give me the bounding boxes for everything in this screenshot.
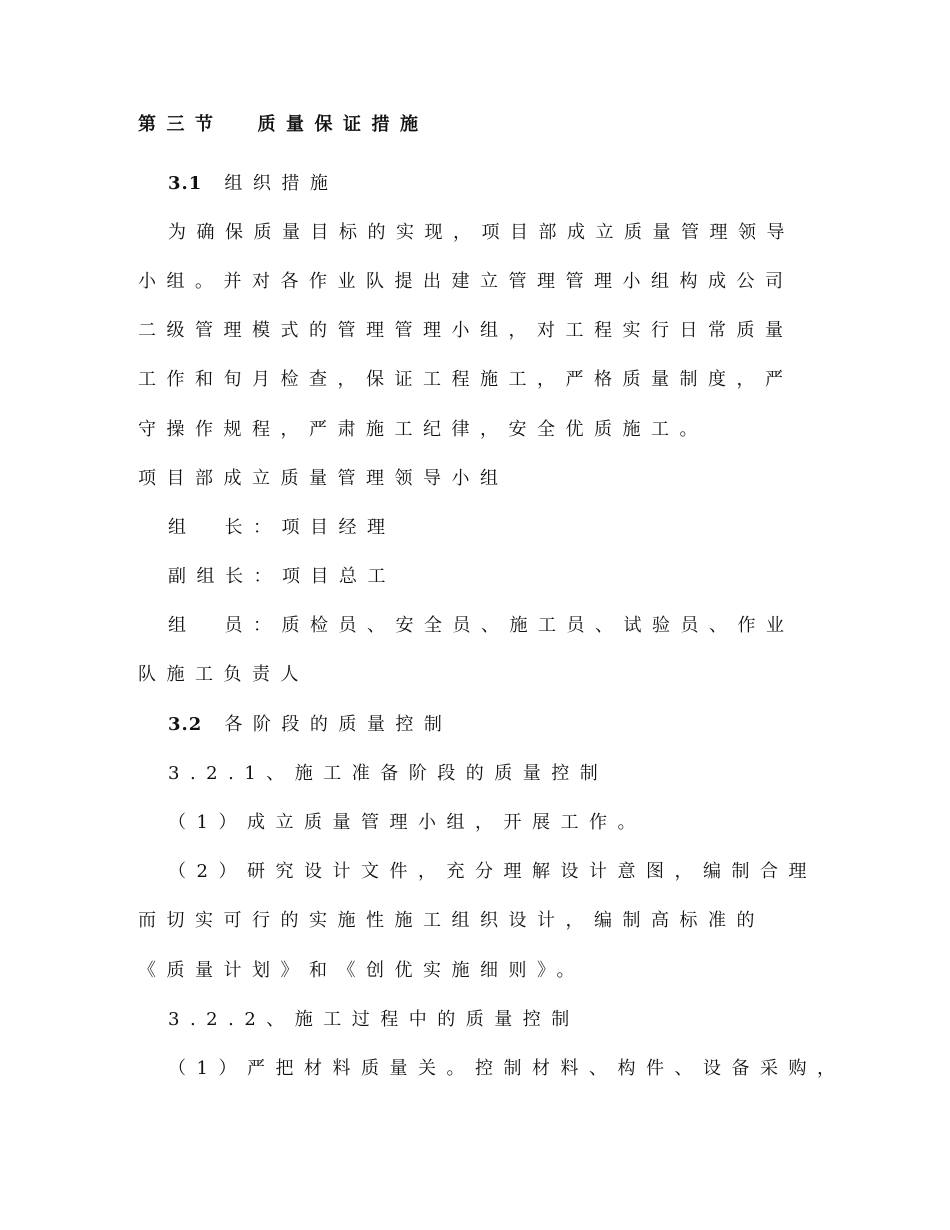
role-label: 组 [168, 615, 197, 636]
subsection-3-1-heading [168, 172, 338, 196]
role-label-suffix: 员： [224, 615, 282, 636]
list-item: （1）严把材料质量关。控制材料、构件、设备采购， [168, 1058, 846, 1079]
section-heading [138, 113, 429, 137]
role-member-continued: 队施工负责人 [138, 664, 309, 685]
role-label: 副组长： [168, 566, 282, 587]
list-item: （1）成立质量管理小组，开展工作。 [168, 812, 646, 833]
role-value: 项目经理 [281, 517, 396, 538]
subsection-number: 3.2 [168, 714, 203, 735]
role-member [168, 614, 795, 638]
role-label-suffix: 长： [224, 517, 282, 538]
section-number: 第三节 [138, 114, 224, 135]
section-title: 质量保证措施 [257, 114, 429, 135]
list-item-continued: 而切实可行的实施性施工组织设计，编制高标准的 [138, 910, 765, 931]
subsection-title: 各阶段的质量控制 [224, 714, 453, 735]
list-item-continued: 《质量计划》和《创优实施细则》。 [138, 960, 585, 981]
subsection-title: 组织措施 [224, 173, 339, 194]
list-item: （2）研究设计文件，充分理解设计意图，编制合理 [168, 861, 817, 882]
role-leader [168, 516, 396, 540]
subsection-3-2-heading [168, 713, 452, 737]
paragraph-line: 为确保质量目标的实现，项目部成立质量管理领导 [168, 222, 795, 243]
paragraph-line: 小组。并对各作业队提出建立管理管理小组构成公司 [138, 271, 794, 292]
subsection-3-2-2-heading: 3.2.2、施工过程中的质量控制 [168, 1009, 580, 1030]
paragraph-line: 守操作规程，严肃施工纪律，安全优质施工。 [138, 419, 708, 440]
role-label: 组 [168, 517, 197, 538]
paragraph-line: 工作和旬月检查，保证工程施工，严格质量制度，严 [138, 369, 794, 390]
role-deputy [168, 565, 396, 589]
subsection-number: 3.1 [168, 173, 203, 194]
subsection-3-2-1-heading: 3.2.1、施工准备阶段的质量控制 [168, 763, 609, 784]
role-value: 项目总工 [282, 566, 396, 587]
paragraph-line: 二级管理模式的管理管理小组，对工程实行日常质量 [138, 320, 794, 341]
role-value: 质检员、安全员、施工员、试验员、作业 [281, 615, 795, 636]
group-heading: 项目部成立质量管理领导小组 [138, 468, 509, 489]
